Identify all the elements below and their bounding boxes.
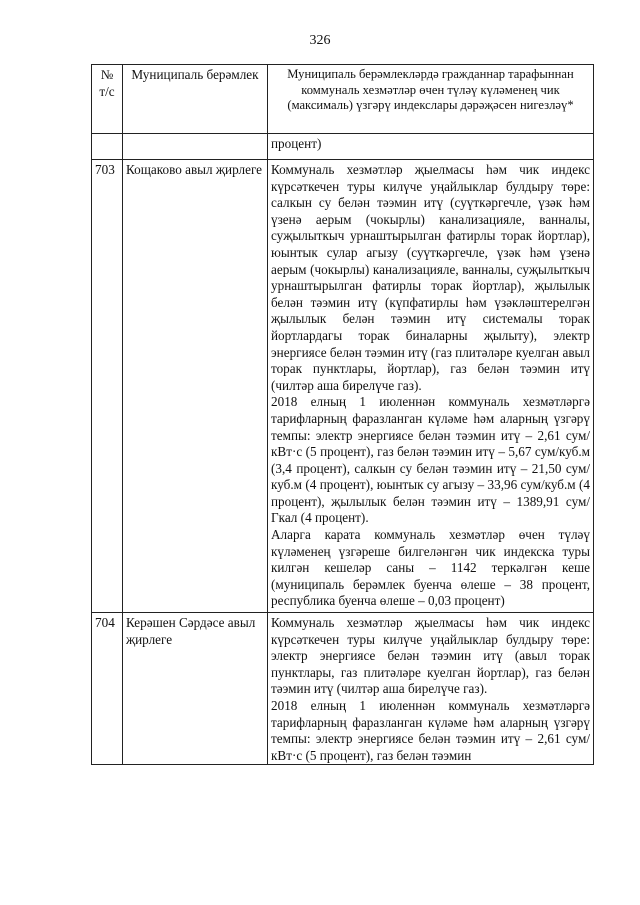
header-number: № т/с [92, 65, 123, 134]
row-description [268, 160, 594, 613]
continued-number-cell [92, 134, 123, 160]
description-paragraph: Аларга карата коммуналь хезмәтләр өчен түләү күләменең үзгәреше билгеләнгән чик индекска туры килгән кешеләр саны – 1142 теркәлгән кеше (муниципаль берәмлек буенча өлеше – 38 процент, республика буенча өлеше – 0,03 процент) [271, 527, 590, 609]
row-municipality: Керәшен Сәрдәсе авыл җирлеге [123, 613, 268, 765]
row-number: 704 [92, 613, 123, 765]
table-row [92, 160, 594, 613]
description-paragraph: 2018 елның 1 июленнән коммуналь хезмәтләргә тарифларның фаразланган күләме һәм аларның үзгәрү темпы: электр энергиясе белән тәэмин итү – 2,61 сум/кВт·с (5 процент), газ белән тәэмин итү – 5,67 сум/куб.м (3,4 процент), салкын су белән тәэмин итү – 21,50 сум/куб.м (4 процент), юынтык су агызу – 33,96 сум/куб.м (4 процент), җылылык белән тәэмин итү – 1389,91 сум/Гкал (4 процент). [271, 394, 590, 526]
header-municipality: Муниципаль берәмлек [123, 65, 268, 134]
continued-text: процент) [268, 134, 594, 160]
header-description: Муниципаль берәмлекләрдә гражданнар тарафыннан коммуналь хезмәтләр өчен түләү күләменең чик (максималь) үзгәрү индекслары дәрәҗәсен нигезләү* [268, 65, 594, 134]
tariff-table [91, 64, 594, 765]
description-paragraph: Коммуналь хезмәтләр җыелмасы һәм чик индекс күрсәткечен туры килүче уңайлыклар булдыру төре: электр энергиясе белән тәэмин итү (авыл торак пунктлары, газ плитәләре куелган йортлар), газ белән тәэмин итү (чилтәр аша бирелүче газ). [271, 615, 590, 697]
page-number: 326 [309, 33, 331, 48]
row-number: 703 [92, 160, 123, 613]
table-header-row [92, 65, 594, 134]
continued-municipality-cell [123, 134, 268, 160]
description-paragraph: 2018 елның 1 июленнән коммуналь хезмәтләргә тарифларның фаразланган күләме һәм аларның үзгәрү темпы: электр энергиясе белән тәэмин итү – 2,61 сум/кВт·с (5 процент), газ белән тәэмин [271, 698, 590, 763]
row-municipality: Кощаково авыл җирлеге [123, 160, 268, 613]
table-row [92, 613, 594, 765]
table-row-continued [92, 134, 594, 160]
row-description [268, 613, 594, 765]
description-paragraph: Коммуналь хезмәтләр җыелмасы һәм чик индекс күрсәткечен туры килүче уңайлыклар булдыру төре: салкын су белән тәэмин итү (суүткәргечле, үзәк һәм үзенә аерым (чокырлы) канализацияле, ванналы, суҗылыткыч урнаштырылган фатирлы торак йортлар), юынтык сулар агызу (суүткәргечле, үзәк һәм үзенә аерым (чокырлы) канализацияле, ванналы, суҗылыткыч урнаштырылган фатирлы торак йортлар), җылылык белән тәэмин итү (күпфатирлы һәм үзәкләштерелгән җылылык белән тәэмин итү системалы торак йортлардагы торак биналарны җылыту), электр энергиясе белән тәэмин итү (газ плитәләре куелган авыл торак пунктлары, йортлар), газ белән тәэмин итү (чилтәр аша бирелүче газ). [271, 162, 590, 393]
